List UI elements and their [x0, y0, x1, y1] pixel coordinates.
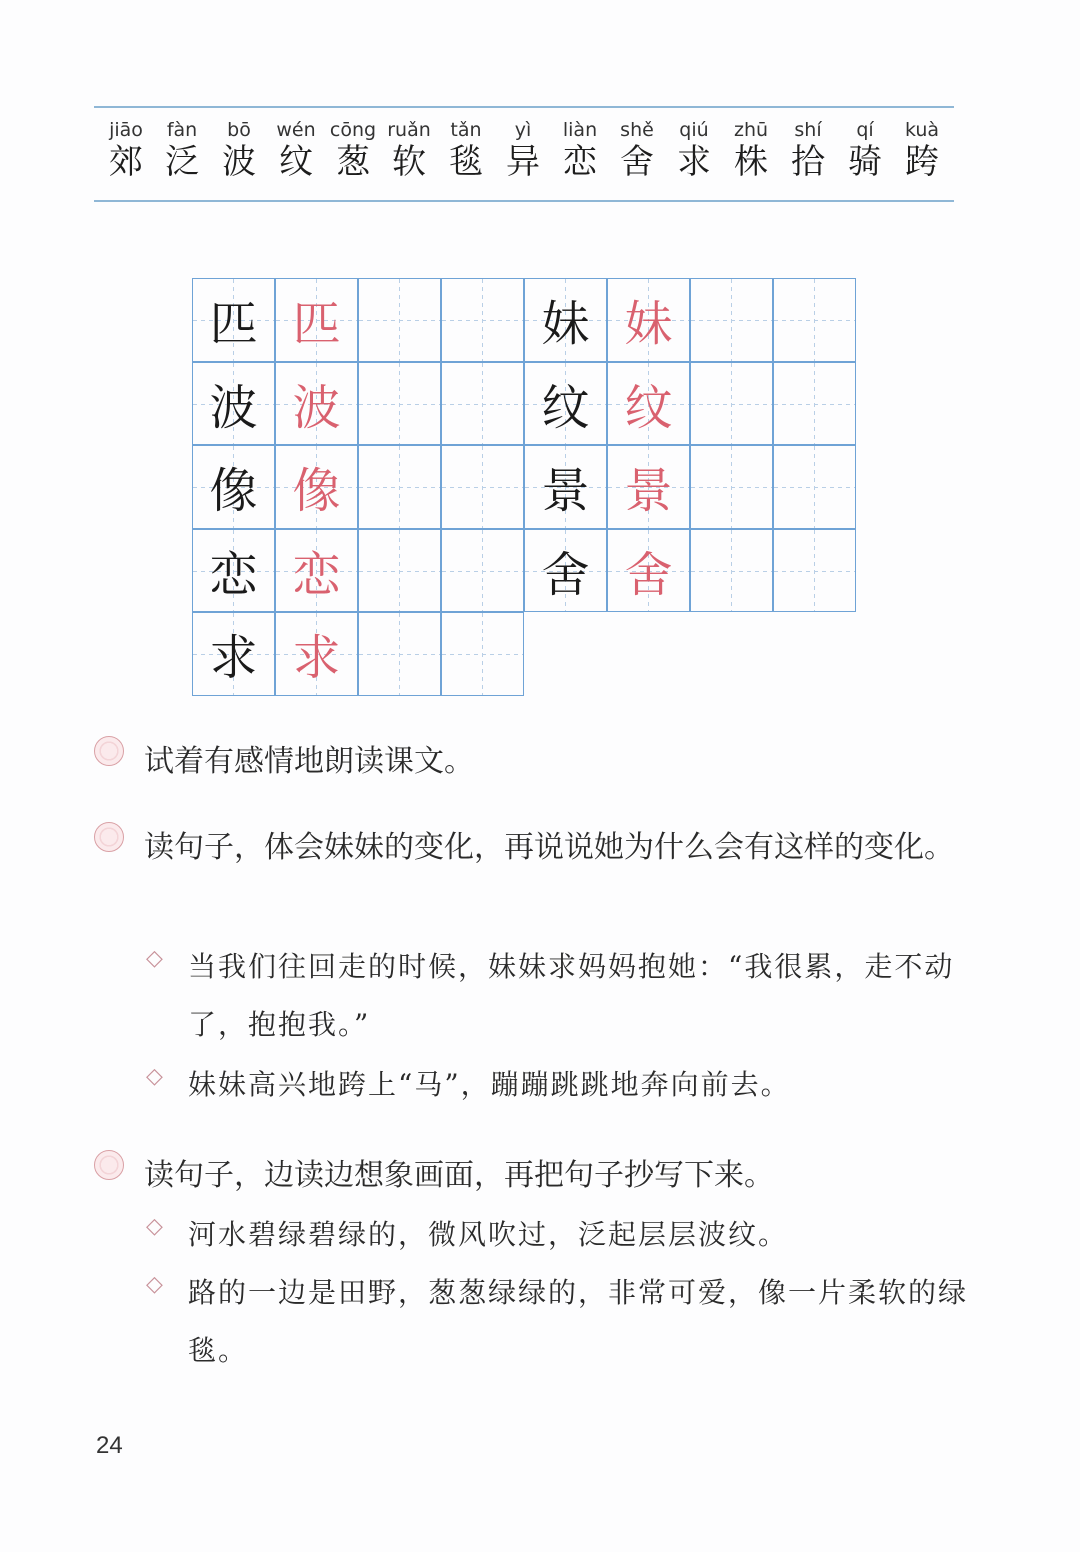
grid-cell: [192, 445, 275, 529]
task-text: 读句子，体会妹妹的变化，再说说她为什么会有这样的变化。: [144, 830, 954, 865]
grid-cell[interactable]: [358, 612, 441, 696]
grid-cell[interactable]: [441, 362, 524, 446]
grid-cell[interactable]: [441, 529, 524, 613]
top-rule: [94, 106, 954, 108]
bullet-text: 路的一边是田野，葱葱绿绿的，非常可爱，像一片柔软的绿毯。: [188, 1276, 969, 1367]
pinyin: fàn: [166, 119, 198, 141]
grid-cell[interactable]: [773, 529, 856, 613]
grid-cell[interactable]: [358, 529, 441, 613]
hanzi: 波: [222, 142, 256, 182]
model-character: 恋: [209, 546, 258, 603]
hanzi: 株: [734, 142, 768, 182]
diamond-icon: ◇: [146, 1064, 163, 1089]
grid-cell: [275, 529, 358, 613]
grid-cell: [275, 612, 358, 696]
grid-cell: [524, 445, 607, 529]
vocab-item: [664, 118, 724, 182]
pinyin: shě: [620, 119, 654, 141]
bullet-text: 当我们往回走的时候，妹妹求妈妈抱她：“我很累，走不动了，抱抱我。”: [188, 950, 955, 1041]
model-character: 景: [541, 463, 590, 520]
model-character: 像: [209, 463, 258, 520]
vocab-item: [607, 118, 667, 182]
model-character: 波: [209, 379, 258, 436]
grid-cell[interactable]: [441, 278, 524, 362]
task-text: 试着有感情地朗读课文。: [144, 744, 474, 779]
trace-character: 纹: [624, 379, 673, 436]
vocab-item: [96, 118, 156, 182]
trace-character: 景: [624, 463, 673, 520]
grid-cell: [275, 445, 358, 529]
pinyin: tǎn: [450, 119, 482, 141]
trace-character: 匹: [292, 296, 341, 353]
hanzi: 纹: [279, 142, 313, 182]
diamond-icon: ◇: [146, 1214, 163, 1239]
vocabulary-row: [96, 118, 956, 198]
grid-cell[interactable]: [690, 445, 773, 529]
grid-cell: [607, 445, 690, 529]
pinyin: liàn: [562, 119, 598, 141]
grid-cell[interactable]: [358, 445, 441, 529]
hanzi: 骑: [848, 142, 882, 182]
diamond-icon: ◇: [146, 1272, 163, 1297]
grid-cell[interactable]: [773, 362, 856, 446]
grid-cell: [524, 529, 607, 613]
grid-cell: [607, 362, 690, 446]
pinyin: jiāo: [109, 119, 143, 141]
vocab-item: [835, 118, 895, 182]
trace-character: 波: [292, 379, 341, 436]
hanzi: 舍: [620, 142, 654, 182]
vocab-item: [436, 118, 496, 182]
grid-cell[interactable]: [358, 278, 441, 362]
hanzi: 泛: [165, 142, 199, 182]
grid-cell[interactable]: [441, 445, 524, 529]
vocab-item: [209, 118, 269, 182]
hanzi: 葱: [336, 142, 370, 182]
grid-cell: [192, 362, 275, 446]
grid-cell: [524, 278, 607, 362]
pinyin: wén: [276, 119, 316, 141]
hanzi: 拾: [791, 142, 825, 182]
grid-cell: [275, 362, 358, 446]
trace-character: 舍: [624, 546, 673, 603]
grid-cell: [192, 529, 275, 613]
pinyin: yì: [514, 119, 532, 141]
vocab-item: [323, 118, 383, 182]
vocab-item: [892, 118, 952, 182]
bullet-text: 河水碧绿碧绿的，微风吹过，泛起层层波纹。: [188, 1218, 789, 1251]
task-badge-icon: [94, 1150, 124, 1180]
hanzi: 软: [392, 142, 426, 182]
model-character: 妹: [541, 296, 590, 353]
diamond-icon: ◇: [146, 946, 163, 971]
grid-cell: [192, 278, 275, 362]
bullet-text: 妹妹高兴地跨上“马”，蹦蹦跳跳地奔向前去。: [188, 1068, 791, 1101]
pinyin: kuà: [904, 119, 940, 141]
hanzi: 恋: [563, 142, 597, 182]
grid-cell[interactable]: [773, 445, 856, 529]
grid-cell[interactable]: [690, 529, 773, 613]
grid-cell: [607, 529, 690, 613]
trace-character: 妹: [624, 296, 673, 353]
model-character: 求: [209, 630, 258, 687]
vocab-item: [379, 118, 439, 182]
hanzi: 跨: [905, 142, 939, 182]
vocab-item: [550, 118, 610, 182]
grid-cell: [607, 278, 690, 362]
pinyin: cōng: [329, 119, 377, 141]
grid-cell[interactable]: [773, 278, 856, 362]
grid-cell: [524, 362, 607, 446]
vocab-item: [493, 118, 553, 182]
vocab-item: [152, 118, 212, 182]
grid-cell: [275, 278, 358, 362]
task-text: 读句子，边读边想象画面，再把句子抄写下来。: [144, 1158, 774, 1193]
trace-character: 恋: [292, 546, 341, 603]
vocab-item: [721, 118, 781, 182]
model-character: 匹: [209, 296, 258, 353]
hanzi: 异: [506, 142, 540, 182]
hanzi: 毯: [449, 142, 483, 182]
pinyin: qí: [856, 119, 874, 141]
page-number: 24: [96, 1432, 123, 1459]
grid-cell[interactable]: [690, 362, 773, 446]
vocab-item: [778, 118, 838, 182]
trace-character: 像: [292, 463, 341, 520]
task-badge-icon: [94, 736, 124, 766]
pinyin: shí: [794, 119, 822, 141]
grid-cell[interactable]: [358, 362, 441, 446]
hanzi: 求: [677, 142, 711, 182]
pinyin: bō: [227, 119, 251, 141]
model-character: 纹: [541, 379, 590, 436]
grid-cell: [192, 612, 275, 696]
grid-cell[interactable]: [690, 278, 773, 362]
hanzi: 郊: [109, 142, 143, 182]
model-character: 舍: [541, 546, 590, 603]
task-badge-icon: [94, 822, 124, 852]
grid-cell[interactable]: [441, 612, 524, 696]
pinyin: ruǎn: [387, 119, 431, 141]
bottom-rule: [94, 200, 954, 202]
pinyin: zhū: [733, 119, 769, 141]
pinyin: qiú: [679, 119, 709, 141]
trace-character: 求: [292, 630, 341, 687]
vocab-item: [266, 118, 326, 182]
